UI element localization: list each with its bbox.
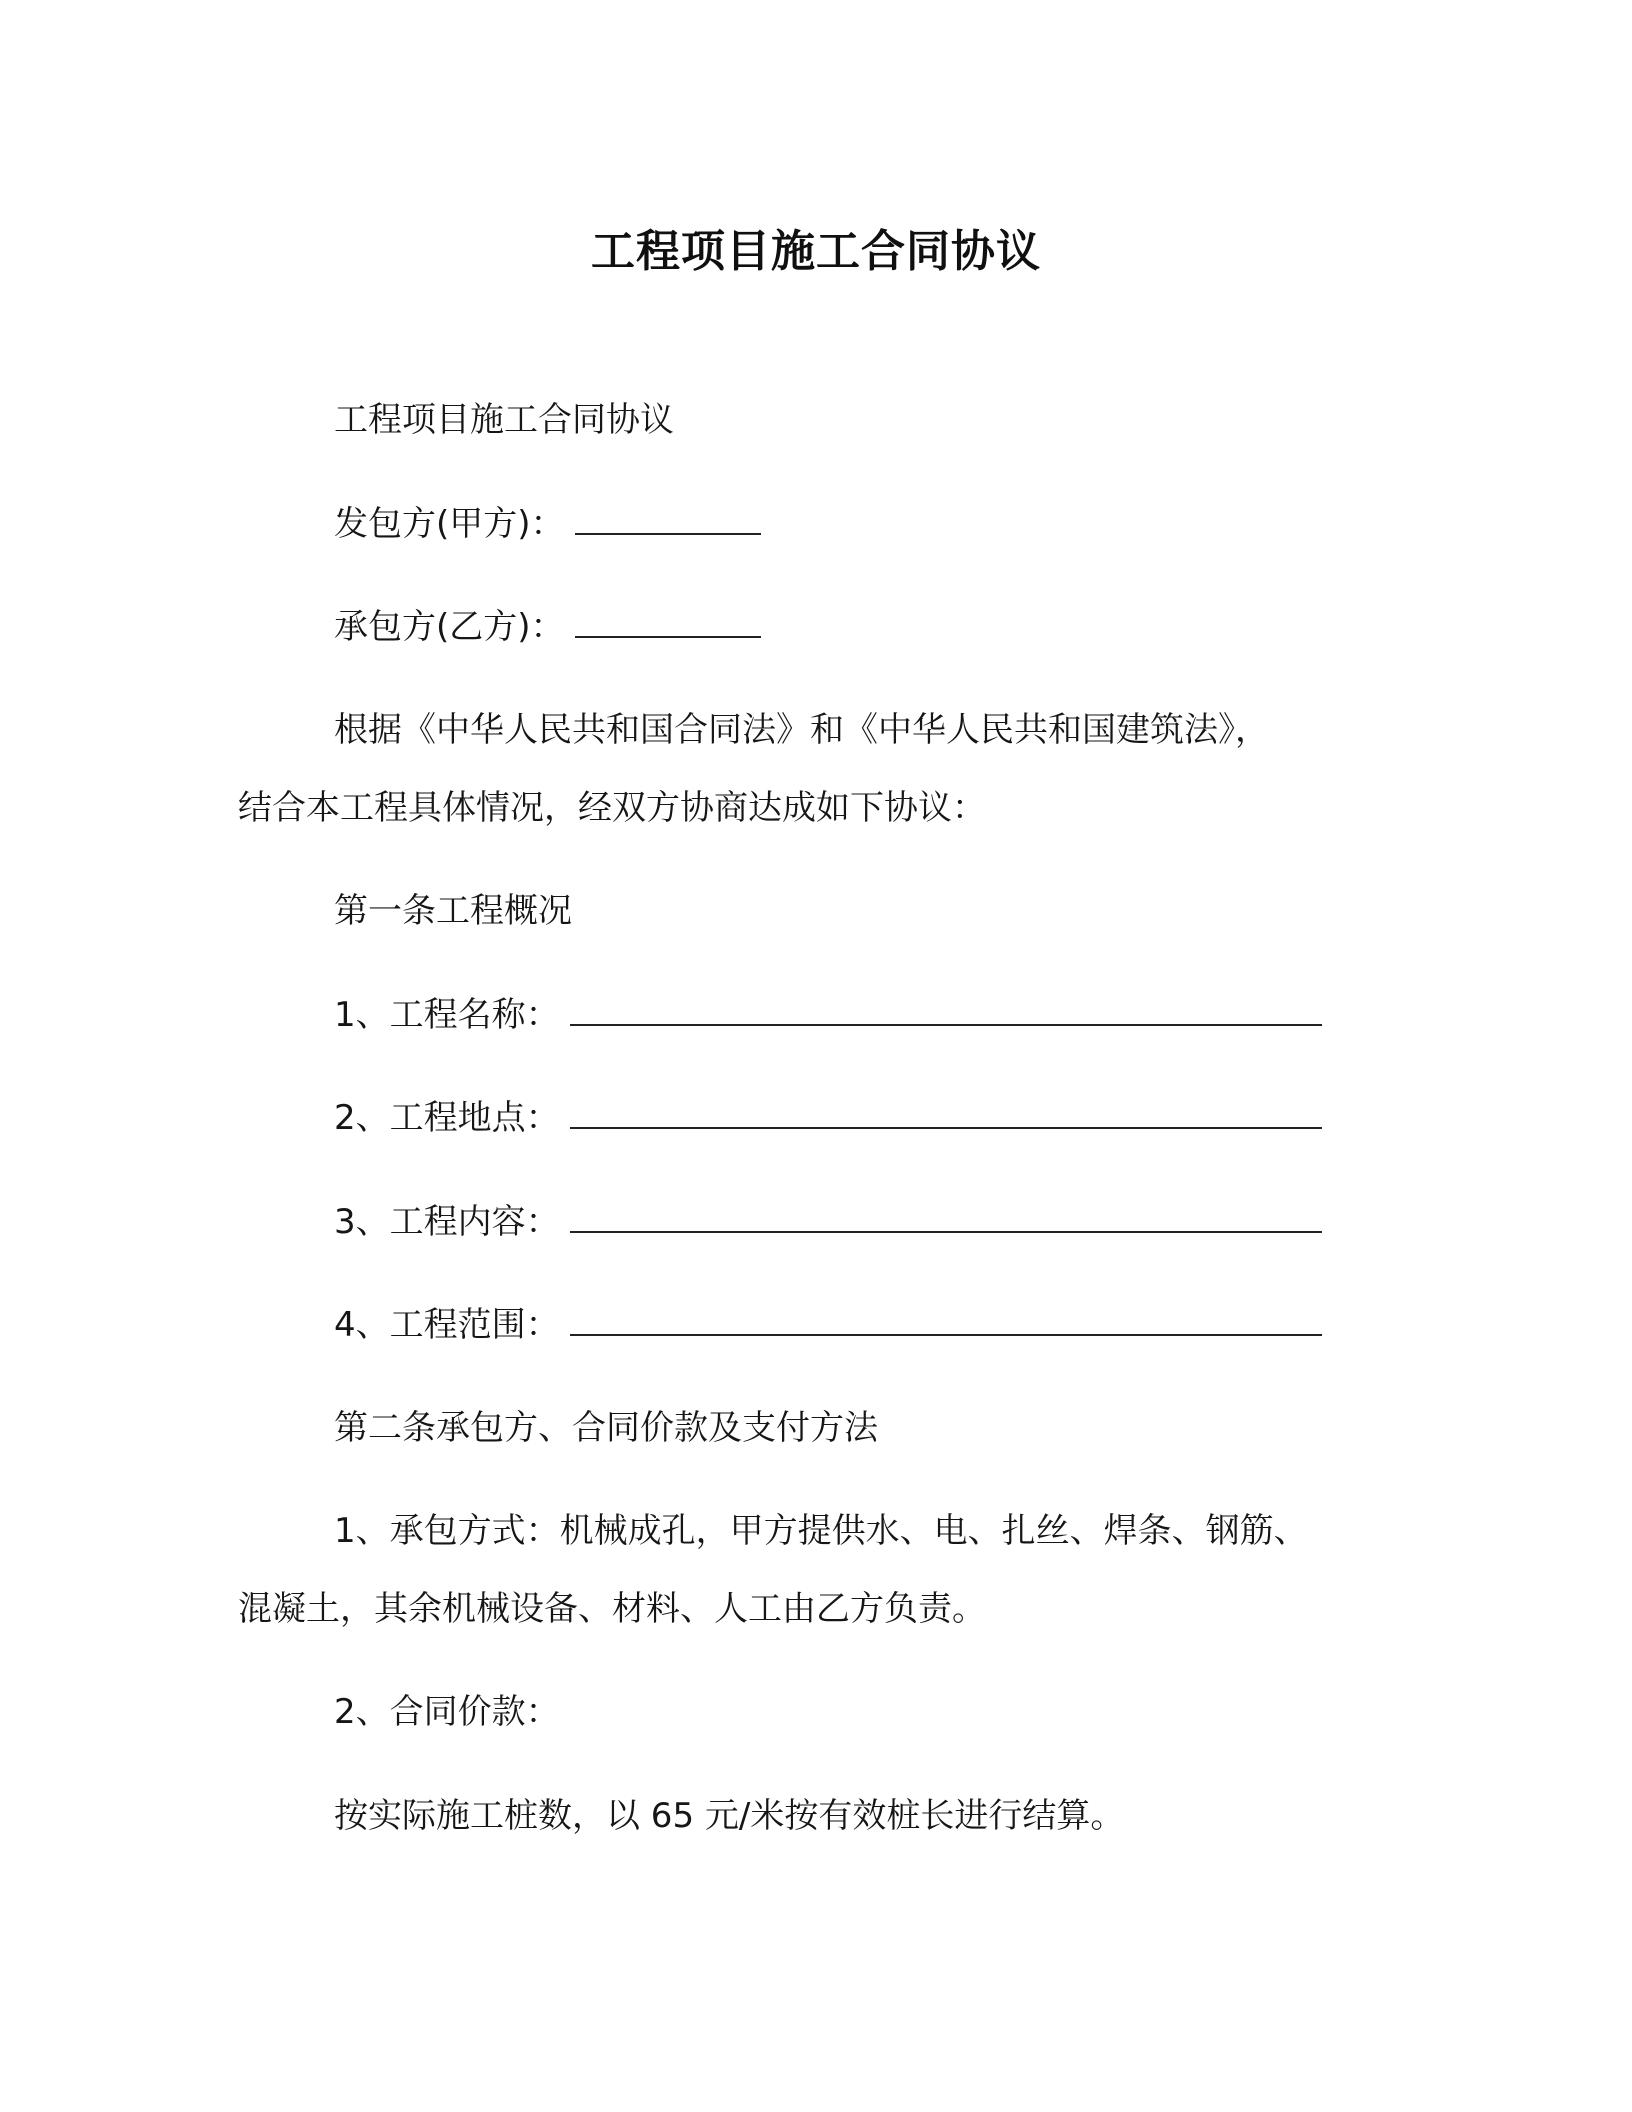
article-1-item: [334, 1094, 1322, 1142]
article-1-item: [334, 991, 1322, 1039]
party-b-line: [334, 603, 761, 651]
article-2-heading: 第二条承包方、合同价款及支付方法: [334, 1408, 878, 1448]
article-1-item-label: 3、工程内容：: [334, 1202, 560, 1242]
article-2-item-1-line-1: 1、承包方式：机械成孔，甲方提供水、电、扎丝、焊条、钢筋、: [334, 1511, 1308, 1551]
party-a-blank: [575, 503, 761, 535]
party-b-label: 承包方(乙方)：: [334, 607, 565, 647]
article-2-item-1-line-2: 混凝土，其余机械设备、材料、人工由乙方负责。: [238, 1589, 986, 1629]
article-2-item-2-heading: 2、合同价款：: [334, 1692, 560, 1732]
article-1-item-label: 1、工程名称：: [334, 995, 560, 1035]
article-1-item-blank: [570, 1097, 1322, 1129]
document-subtitle: 工程项目施工合同协议: [334, 400, 674, 440]
party-a-label: 发包方(甲方)：: [334, 504, 565, 544]
article-1-item: [334, 1198, 1322, 1246]
article-1-item-label: 2、工程地点：: [334, 1098, 560, 1138]
party-a-line: [334, 500, 761, 548]
document-title: 工程项目施工合同协议: [591, 226, 1041, 277]
article-1-item-blank: [570, 994, 1322, 1026]
article-1-item-label: 4、工程范围：: [334, 1305, 560, 1345]
article-1-item: [334, 1301, 1322, 1349]
intro-paragraph-line-2: 结合本工程具体情况，经双方协商达成如下协议：: [238, 788, 986, 828]
article-1-item-blank: [570, 1304, 1322, 1336]
article-1-item-blank: [570, 1201, 1322, 1233]
party-b-blank: [575, 606, 761, 638]
article-1-heading: 第一条工程概况: [334, 891, 572, 931]
article-2-item-2-text: 按实际施工桩数，以 65 元/米按有效桩长进行结算。: [334, 1796, 1125, 1836]
intro-paragraph-line-1: 根据《中华人民共和国合同法》和《中华人民共和国建筑法》，: [334, 710, 1269, 750]
